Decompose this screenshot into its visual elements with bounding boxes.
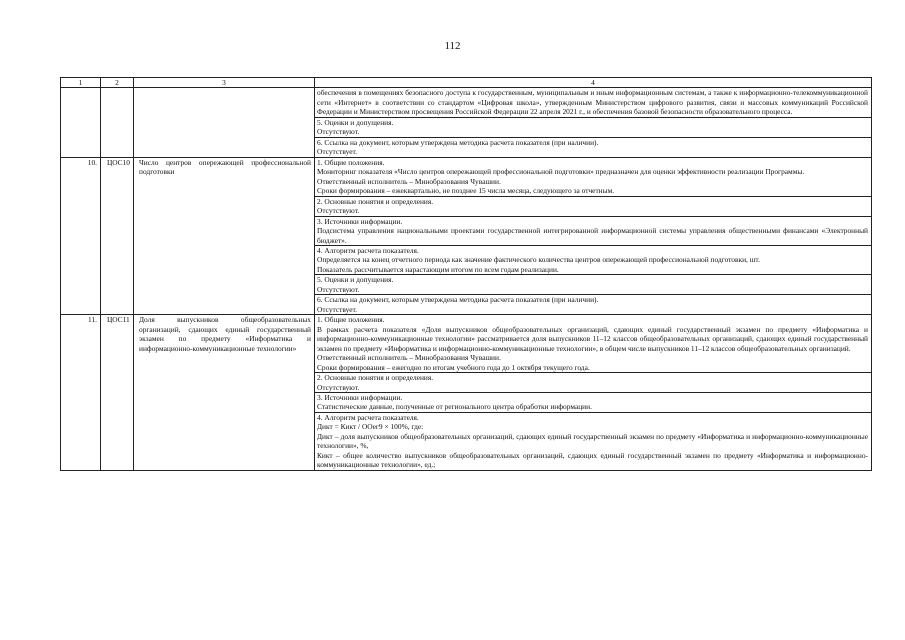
indicator-code	[101, 88, 134, 157]
methodology-text-line: Отсутствуют.	[317, 382, 360, 392]
methodology-section	[315, 412, 872, 470]
row-number: 10.	[61, 157, 101, 315]
column-number-1: 1	[61, 78, 101, 88]
methodology-section	[315, 88, 872, 117]
methodology-text-line: В рамках расчета показателя «Доля выпускников общеобразовательных организаций, сдающих единый государственный экзамен по предмету «Информатика и информационно-коммуникационные технологии» рассматривается доля выпускников 11–12 классов общеобразовательных организаций, сдающих единый государственный экзамен по предмету «Информатика и информационно-коммуникационные технологии», в общем числе выпускников 11–12 классов общеобразовательных организаций.	[317, 324, 868, 353]
continued-row-section-row	[61, 88, 872, 117]
row-number: 11.	[61, 315, 101, 471]
column-number-2: 2	[101, 78, 134, 88]
methodology-section	[315, 393, 872, 413]
methodology-section	[315, 275, 872, 295]
indicator-code: ЦОС11	[101, 315, 134, 471]
methodology-text-line: Дикт – доля выпускников общеобразовательных организаций, сдающих единый государственный экзамен по предмету «Информатика и информационно-коммуникационные технологии», %,	[317, 431, 868, 451]
methodology-text-line: Определяется на конец отчетного периода как значение фактического количества центров опережающей профессиональной подготовки, шт.	[317, 255, 760, 265]
methodology-text-line: Отсутствуют.	[317, 284, 360, 294]
methodology-text-line: Отсутствуют.	[317, 127, 360, 137]
column-number-4: 4	[315, 78, 872, 88]
methodology-text-line: Подсистема управления национальными проектами государственной интегрированной информационной системы управления общественными финансами «Электронный бюджет».	[317, 226, 868, 245]
methodology-text-line: 4. Алгоритм расчета показателя.	[317, 412, 419, 422]
methodology-text-line: Ответственный исполнитель – Минобразования Чувашии.	[317, 353, 501, 363]
column-number-3: 3	[134, 78, 315, 88]
methodology-text-line: 2. Основные понятия и определения.	[317, 373, 434, 383]
indicator-name: Доля выпускников общеобразовательных организаций, сдающих единый государственный экзамен по предмету «Информатика и информационно-коммуникационные технологии»	[134, 315, 315, 471]
page-number: 112	[444, 40, 461, 52]
methodology-text-line: 3. Источники информации.	[317, 216, 403, 226]
methodology-text-line: 4. Алгоритм расчета показателя.	[317, 245, 419, 255]
methodology-section	[315, 137, 872, 157]
methodology-text-line: 2. Основные понятия и определения.	[317, 196, 434, 206]
methodology-text-line: 5. Оценки и допущения.	[317, 117, 394, 127]
methodology-text-line: 1. Общие положения.	[317, 157, 385, 167]
methodology-text-line: 1. Общие положения.	[317, 315, 385, 325]
indicator-methodology-table	[60, 77, 872, 471]
indicator-name: Число центров опережающей профессиональной подготовки	[134, 157, 315, 315]
indicator-row-2-section-row	[61, 315, 872, 373]
methodology-text-line: 3. Источники информации.	[317, 393, 403, 402]
methodology-section	[315, 157, 872, 196]
methodology-section	[315, 245, 872, 274]
methodology-text-line: 5. Оценки и допущения.	[317, 275, 394, 285]
methodology-section	[315, 216, 872, 245]
methodology-text-line: Сроки формирования – ежеквартально, не позднее 15 числа месяца, следующего за отчетным.	[317, 186, 615, 196]
methodology-text-line: Отсутствует.	[317, 147, 358, 157]
methodology-section	[315, 315, 872, 373]
indicator-code: ЦОС10	[101, 157, 134, 315]
methodology-section	[315, 196, 872, 216]
methodology-section	[315, 117, 872, 137]
row-number	[61, 88, 101, 157]
methodology-text-line: 6. Ссылка на документ, которым утверждена методика расчета показателя (при наличии).	[317, 295, 599, 305]
methodology-text-line: Отсутствуют.	[317, 206, 360, 216]
methodology-text-line: Отсутствует.	[317, 304, 358, 314]
methodology-section	[315, 295, 872, 315]
indicator-row-1-section-row	[61, 157, 872, 196]
methodology-text-line: Дикт = Кикт / ООег9 × 100%, где:	[317, 422, 424, 432]
methodology-text-line: Показатель рассчитывается нарастающим итогом по всем годам реализации.	[317, 264, 559, 274]
methodology-text-line: обеспечения в помещениях безопасного доступа к государственным, муниципальным и иным информационным системам, а также к информационно-телекоммуникационной сети «Интернет» в соответствии со стандартом «Цифровая школа», утвержденным Министерством цифрового развития, связи и массовых коммуникаций Российской Федерации и Министерством просвещения Российской Федерации 22 апреля 2021 г., и обеспечения базовой безопасности образовательного процесса.	[317, 88, 868, 117]
methodology-text-line: Кикт – общее количество выпускников общеобразовательных организаций, сдающих единый государственный экзамен по предмету «Информатика и информационно-коммуникационные технологии», ед.;	[317, 450, 868, 470]
methodology-text-line: 6. Ссылка на документ, которым утверждена методика расчета показателя (при наличии).	[317, 137, 599, 147]
methodology-text-line: Мониторинг показателя «Число центров опережающей профессиональной подготовки» предназначен для оценки эффективности реализации Программы.	[317, 167, 805, 177]
methodology-text-line: Сроки формирования – ежегодно по итогам учебного года до 1 октября текущего года.	[317, 362, 590, 372]
column-number-header-row	[61, 78, 872, 88]
methodology-text-line: Ответственный исполнитель – Минобразования Чувашии.	[317, 176, 501, 186]
methodology-section	[315, 373, 872, 393]
methodology-text-line: Статистические данные, полученные от регионального центра обработки информации.	[317, 402, 592, 412]
indicator-name	[134, 88, 315, 157]
